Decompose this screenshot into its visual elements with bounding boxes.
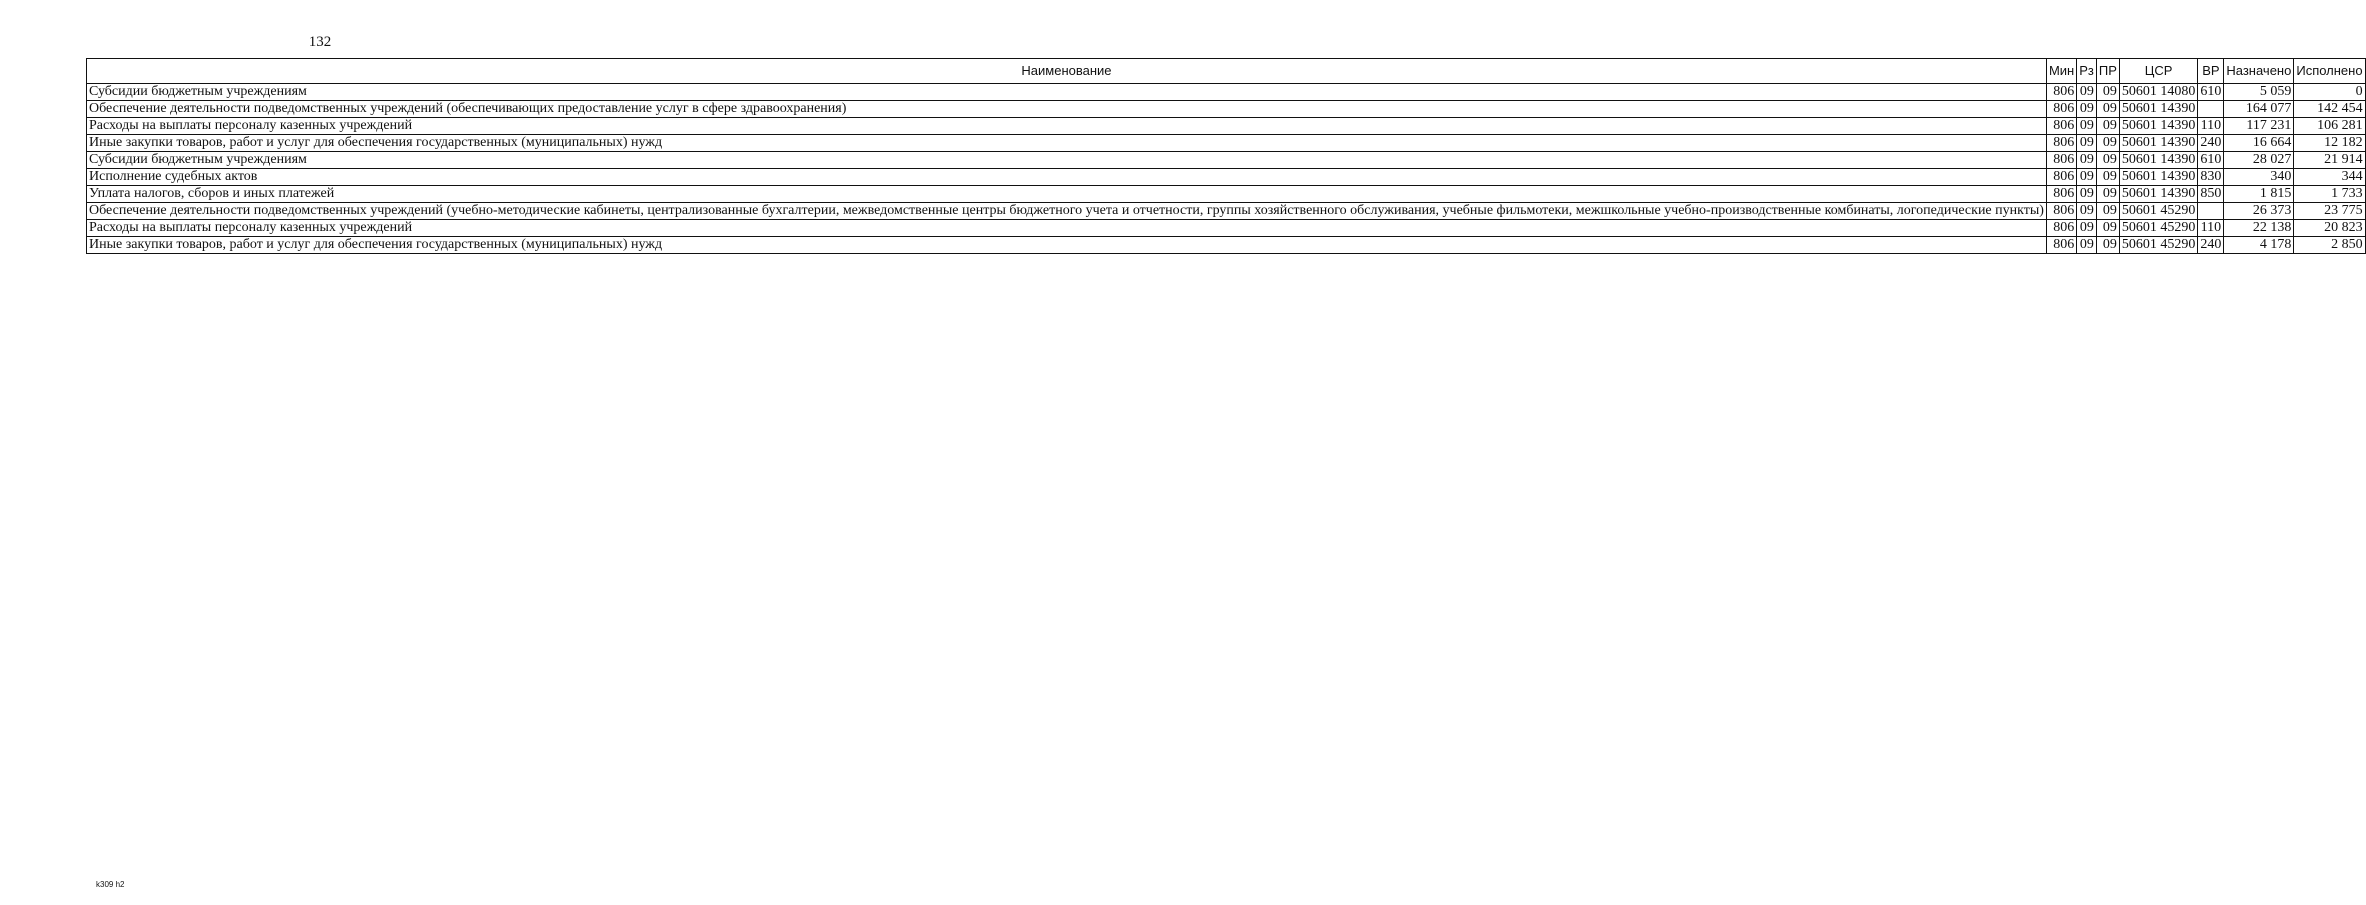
row-rz: 09	[2077, 152, 2097, 169]
row-vr	[2198, 203, 2224, 220]
row-min: 806	[2046, 118, 2076, 135]
row-name: Расходы на выплаты персоналу казенных учреждений	[87, 220, 2047, 237]
row-vr: 240	[2198, 135, 2224, 152]
row-executed: 21 914	[2294, 152, 2365, 169]
row-name: Иные закупки товаров, работ и услуг для обеспечения государственных (муниципальных) нужд	[87, 237, 2047, 254]
row-name: Обеспечение деятельности подведомственных учреждений (обеспечивающих предоставление услуг в сфере здравоохранения)	[87, 101, 2047, 118]
row-vr: 240	[2198, 237, 2224, 254]
row-rz: 09	[2077, 169, 2097, 186]
row-csr: 50601 45290	[2119, 220, 2198, 237]
row-vr: 610	[2198, 84, 2224, 101]
row-assigned: 22 138	[2224, 220, 2294, 237]
row-assigned: 16 664	[2224, 135, 2294, 152]
table-row	[87, 169, 2366, 186]
row-name: Расходы на выплаты персоналу казенных учреждений	[87, 118, 2047, 135]
row-min: 806	[2046, 101, 2076, 118]
row-pr: 09	[2096, 152, 2119, 169]
row-csr: 50601 14080	[2119, 84, 2198, 101]
row-rz: 09	[2077, 237, 2097, 254]
row-vr	[2198, 101, 2224, 118]
row-executed: 20 823	[2294, 220, 2365, 237]
row-pr: 09	[2096, 220, 2119, 237]
row-assigned: 117 231	[2224, 118, 2294, 135]
header-csr: ЦСР	[2119, 59, 2198, 84]
row-vr: 850	[2198, 186, 2224, 203]
row-assigned: 4 178	[2224, 237, 2294, 254]
row-executed: 12 182	[2294, 135, 2365, 152]
row-pr: 09	[2096, 84, 2119, 101]
row-name: Субсидии бюджетным учреждениям	[87, 152, 2047, 169]
row-executed: 106 281	[2294, 118, 2365, 135]
row-name: Субсидии бюджетным учреждениям	[87, 84, 2047, 101]
header-executed: Исполнено	[2294, 59, 2365, 84]
row-executed: 23 775	[2294, 203, 2365, 220]
row-assigned: 28 027	[2224, 152, 2294, 169]
row-name: Иные закупки товаров, работ и услуг для обеспечения государственных (муниципальных) нужд	[87, 135, 2047, 152]
row-min: 806	[2046, 186, 2076, 203]
row-pr: 09	[2096, 169, 2119, 186]
row-min: 806	[2046, 237, 2076, 254]
row-assigned: 26 373	[2224, 203, 2294, 220]
row-rz: 09	[2077, 84, 2097, 101]
header-pr: ПР	[2096, 59, 2119, 84]
row-vr: 610	[2198, 152, 2224, 169]
row-min: 806	[2046, 203, 2076, 220]
row-vr: 110	[2198, 118, 2224, 135]
header-min: Мин	[2046, 59, 2076, 84]
row-csr: 50601 14390	[2119, 186, 2198, 203]
row-assigned: 5 059	[2224, 84, 2294, 101]
table-row	[87, 186, 2366, 203]
table-row	[87, 220, 2366, 237]
row-rz: 09	[2077, 101, 2097, 118]
table-row	[87, 84, 2366, 101]
row-min: 806	[2046, 135, 2076, 152]
row-vr: 110	[2198, 220, 2224, 237]
row-pr: 09	[2096, 118, 2119, 135]
table-row	[87, 101, 2366, 118]
row-csr: 50601 14390	[2119, 152, 2198, 169]
header-rz: Рз	[2077, 59, 2097, 84]
row-rz: 09	[2077, 186, 2097, 203]
page-number: 132	[308, 34, 332, 50]
budget-table	[86, 58, 2366, 254]
row-csr: 50601 45290	[2119, 203, 2198, 220]
row-assigned: 164 077	[2224, 101, 2294, 118]
table-row	[87, 135, 2366, 152]
row-csr: 50601 14390	[2119, 101, 2198, 118]
row-min: 806	[2046, 152, 2076, 169]
row-csr: 50601 14390	[2119, 169, 2198, 186]
row-pr: 09	[2096, 135, 2119, 152]
table-header-row	[87, 59, 2366, 84]
row-executed: 2 850	[2294, 237, 2365, 254]
row-csr: 50601 14390	[2119, 118, 2198, 135]
row-vr: 830	[2198, 169, 2224, 186]
row-pr: 09	[2096, 237, 2119, 254]
row-executed: 344	[2294, 169, 2365, 186]
row-min: 806	[2046, 220, 2076, 237]
row-rz: 09	[2077, 135, 2097, 152]
row-executed: 142 454	[2294, 101, 2365, 118]
row-min: 806	[2046, 169, 2076, 186]
row-rz: 09	[2077, 118, 2097, 135]
table-row	[87, 152, 2366, 169]
row-csr: 50601 14390	[2119, 135, 2198, 152]
row-pr: 09	[2096, 186, 2119, 203]
row-name: Уплата налогов, сборов и иных платежей	[87, 186, 2047, 203]
row-name: Исполнение судебных актов	[87, 169, 2047, 186]
header-assigned: Назначено	[2224, 59, 2294, 84]
header-vr: ВР	[2198, 59, 2224, 84]
row-pr: 09	[2096, 203, 2119, 220]
row-name: Обеспечение деятельности подведомственных учреждений (учебно-методические кабинеты, централизованные бухгалтерии, межведомственные центры бюджетного учета и отчетности, группы хозяйственного обслуживания, учебные фильмотеки, межшкольные учебно-производственные комбинаты, логопедические пункты)	[87, 203, 2047, 220]
footer-code: k309 h2	[96, 880, 125, 889]
table-row	[87, 237, 2366, 254]
row-executed: 0	[2294, 84, 2365, 101]
table-row	[87, 118, 2366, 135]
row-executed: 1 733	[2294, 186, 2365, 203]
row-assigned: 340	[2224, 169, 2294, 186]
table-row	[87, 203, 2366, 220]
row-csr: 50601 45290	[2119, 237, 2198, 254]
row-rz: 09	[2077, 220, 2097, 237]
row-min: 806	[2046, 84, 2076, 101]
header-name: Наименование	[87, 59, 2047, 84]
row-pr: 09	[2096, 101, 2119, 118]
row-rz: 09	[2077, 203, 2097, 220]
row-assigned: 1 815	[2224, 186, 2294, 203]
